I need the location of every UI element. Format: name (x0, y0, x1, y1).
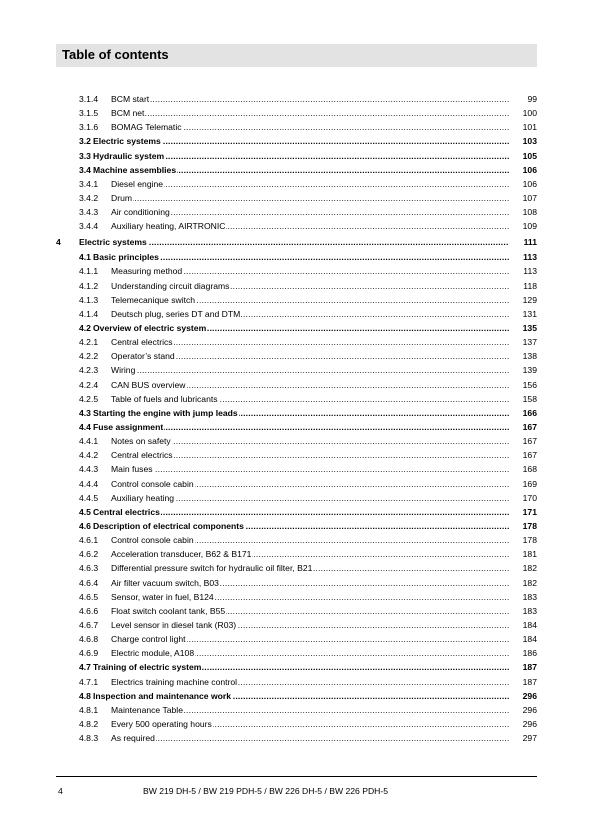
toc-entry-page: 103 (522, 136, 537, 147)
toc-entry-title-leader (111, 363, 509, 377)
toc-entry-page: 296 (522, 718, 537, 729)
toc-entry-title: Every 500 operating hours (111, 718, 212, 729)
toc-entry-title-leader (93, 519, 509, 533)
toc-entry[interactable] (56, 561, 537, 575)
toc-entry-title: Drum (111, 192, 133, 203)
toc-entry[interactable] (56, 604, 537, 618)
toc-entry-title-leader (93, 406, 509, 420)
toc-entry-title-leader (111, 703, 509, 717)
toc-entry-number: 4.1.4 (79, 308, 99, 319)
toc-entry[interactable] (56, 660, 537, 674)
footer-model-line: BW 219 DH-5 / BW 219 PDH-5 / BW 226 DH-5 / BW 226 PDH-5 (143, 786, 388, 796)
toc-entry-title: Air conditioning (111, 207, 170, 218)
toc-entry-number: 4.1 (79, 252, 91, 263)
toc-entry-page: 178 (522, 535, 537, 546)
toc-entry-number: 4.7.1 (79, 676, 99, 687)
toc-entry[interactable] (56, 321, 537, 335)
toc-entry-page: 297 (522, 733, 537, 744)
toc-entry[interactable] (56, 378, 537, 392)
toc-entry-number: 4.1.3 (79, 294, 99, 305)
toc-entry-page: 158 (522, 393, 537, 404)
toc-entry-page: 181 (522, 549, 537, 560)
toc-entry[interactable] (56, 675, 537, 689)
toc-entry-title: Electric module, A108 (111, 648, 195, 659)
toc-entry-title: Operator’s stand (111, 351, 175, 362)
toc-entry-title-leader (93, 149, 509, 163)
toc-entry-title-leader (111, 349, 509, 363)
toc-entry-title: Telemecanique switch (111, 294, 196, 305)
toc-entry-title-leader (111, 392, 509, 406)
toc-entry[interactable] (56, 205, 537, 219)
toc-entry-page: 106 (522, 164, 537, 175)
toc-entry-title: Control console cabin (111, 535, 194, 546)
toc-entry-number: 4.1.1 (79, 266, 99, 277)
toc-entry[interactable] (56, 335, 537, 349)
toc-entry-page: 178 (522, 521, 537, 531)
toc-entry-title: Wiring (111, 365, 136, 376)
toc-entry-title-leader (111, 717, 509, 731)
toc-entry-title-leader (93, 689, 509, 703)
toc-entry-title-leader (111, 92, 509, 106)
toc-entry-title: Electrics training machine control (111, 676, 238, 687)
toc-entry-title: Sensor, water in fuel, B124 (111, 591, 214, 602)
toc-entry-title: Deutsch plug, series DT and DTM (111, 308, 241, 319)
toc-entry-title-leader (111, 448, 509, 462)
toc-entry-number: 3.2 (79, 136, 91, 147)
toc-entry-title-leader (111, 462, 509, 476)
toc-entry-number: 4.4.1 (79, 436, 99, 447)
toc-entry-number: 4.2.3 (79, 365, 99, 376)
toc-entry[interactable] (56, 703, 537, 717)
toc-entry[interactable] (56, 149, 537, 163)
toc-entry[interactable] (56, 191, 537, 205)
toc-entry-title: Electric systems (93, 136, 161, 147)
toc-entry-page: 113 (523, 252, 537, 263)
toc-entry-number: 4.4.3 (79, 464, 99, 475)
toc-entry-number: 4.6.6 (79, 605, 99, 616)
toc-entry-page: 135 (522, 323, 537, 334)
toc-entry-number: 4.6 (79, 521, 91, 531)
toc-entry[interactable] (56, 177, 537, 191)
toc-entry-title-leader (79, 235, 509, 249)
toc-entry[interactable] (56, 293, 537, 307)
toc-entry-title-leader (111, 477, 509, 491)
toc-entry-number: 3.4.1 (79, 178, 99, 189)
toc-entry-title-leader (93, 505, 509, 519)
toc-entry-title: Acceleration transducer, B62 & B171 (111, 549, 252, 560)
toc-entry-title-leader (111, 191, 509, 205)
toc-entry-title-leader (93, 660, 509, 674)
toc-entry-title: Training of electric system (93, 662, 202, 673)
toc-entry-page: 118 (523, 280, 537, 291)
toc-entry-page: 106 (522, 178, 537, 189)
toc-entry-title: Charge control light (111, 634, 186, 645)
toc-entry-number: 4.6.9 (79, 648, 99, 659)
toc-entry-page: 167 (522, 436, 537, 447)
toc-entry[interactable] (56, 731, 537, 745)
toc-entry[interactable] (56, 279, 537, 293)
toc-entry-title: Control console cabin (111, 478, 194, 489)
toc-entry-number: 4.3 (79, 407, 91, 418)
toc-entry-title-leader (111, 335, 509, 349)
toc-entry[interactable] (56, 264, 537, 278)
toc-entry-title: Float switch coolant tank, B55 (111, 605, 226, 616)
toc-entry-number: 4.8.2 (79, 718, 99, 729)
toc-entry[interactable] (56, 349, 537, 363)
toc-entry[interactable] (56, 717, 537, 731)
toc-entry-page: 109 (522, 221, 537, 232)
toc-entry-page: 167 (522, 422, 537, 433)
toc-entry[interactable] (56, 689, 537, 703)
toc-entry[interactable] (56, 491, 537, 505)
toc-entry-page: 170 (522, 492, 537, 503)
toc-entry-number: 4.6.4 (79, 577, 99, 588)
toc-entry-title-leader (93, 134, 509, 148)
toc-entry-page: 166 (522, 407, 537, 418)
toc-entry-title: BCM start (111, 94, 150, 104)
toc-entry-title-leader (111, 177, 509, 191)
toc-entry-title: BCM net (111, 108, 145, 119)
toc-entry-title: Overview of electric system (93, 323, 207, 334)
toc-entry-title: Starting the engine with jump leads (93, 407, 238, 418)
toc-entry-number: 4.6.7 (79, 619, 99, 630)
toc-entry-title: Electric systems (79, 236, 147, 247)
toc-entry-number: 4.8.1 (79, 704, 99, 715)
toc-entry-number: 4.2.1 (79, 337, 99, 348)
toc-entry-page: 171 (522, 506, 537, 517)
toc-entry-number: 4.2 (79, 323, 91, 334)
toc-entry[interactable] (56, 646, 537, 660)
toc-entry-title: Diesel engine (111, 178, 164, 189)
toc-entry-title: Machine assemblies (93, 164, 177, 175)
toc-entry-page: 184 (522, 619, 537, 630)
toc-entry-page: 187 (522, 676, 537, 687)
toc-entry-page: 101 (522, 122, 537, 133)
toc-entry-title: Inspection and maintenance work (93, 690, 232, 701)
toc-entry-title-leader (111, 264, 509, 278)
toc-entry-page: 131 (522, 308, 537, 319)
toc-entry-title: Hydraulic system (93, 150, 165, 161)
toc-entry-title: Notes on safety (111, 436, 171, 447)
toc-entry-title: Fuse assignment (93, 422, 164, 433)
toc-entry-page: 184 (522, 634, 537, 645)
toc-entry-page: 113 (523, 266, 537, 277)
footer-divider (56, 776, 537, 777)
toc-entry-title-leader (111, 491, 509, 505)
toc-entry-title-leader (93, 321, 509, 335)
toc-entry-title-leader (111, 632, 509, 646)
toc-entry-title-leader (111, 731, 509, 745)
toc-entry-title: BOMAG Telematic (111, 122, 182, 133)
toc-entry[interactable] (56, 477, 537, 491)
toc-entry[interactable] (56, 448, 537, 462)
toc-entry-page: 296 (522, 690, 537, 701)
toc-entry[interactable] (56, 590, 537, 604)
toc-entry-number: 4.6.2 (79, 549, 99, 560)
toc-entry-title-leader (111, 120, 509, 134)
toc-entry-title-leader (111, 279, 509, 293)
toc-entry[interactable] (56, 533, 537, 547)
toc-entry-title-leader (111, 618, 509, 632)
toc-entry-title-leader (93, 420, 509, 434)
toc-entry[interactable] (56, 632, 537, 646)
toc-entry[interactable] (56, 462, 537, 476)
toc-entry-number: 4.2.5 (79, 393, 99, 404)
toc-entry-title-leader (93, 250, 509, 264)
toc-entry-title-leader (111, 106, 509, 120)
toc-entry-title: Table of fuels and lubricants (111, 393, 218, 404)
toc-entry-page: 296 (522, 704, 537, 715)
toc-entry[interactable] (56, 307, 537, 321)
toc-entry[interactable] (56, 505, 537, 519)
toc-entry-title: Basic principles (93, 252, 159, 263)
toc-entry-title-leader (93, 163, 509, 177)
toc-entry-number: 4.2.2 (79, 351, 99, 362)
toc-entry-page: 105 (522, 150, 537, 161)
toc-entry-title-leader (111, 434, 509, 448)
toc-entry-number: 4.6.5 (79, 591, 99, 602)
toc-entry-title-leader (111, 307, 509, 321)
toc-entry-title: Main fuses (111, 464, 153, 475)
toc-entry-title-leader (111, 378, 509, 392)
toc-entry[interactable] (56, 392, 537, 406)
toc-entry-page: 129 (522, 294, 537, 305)
toc-entry-title: Maintenance Table (111, 704, 183, 715)
toc-entry-number: 4.2.4 (79, 379, 99, 390)
toc-entry-number: 4.4.5 (79, 492, 99, 503)
toc-entry-title-leader (111, 533, 509, 547)
toc-entry[interactable] (56, 134, 537, 148)
toc-entry-number: 3.1.4 (79, 94, 99, 104)
toc-entry-page: 182 (522, 577, 537, 588)
toc-entry-number: 4.4 (79, 422, 91, 433)
toc-entry-title: Central electrics (111, 450, 173, 461)
table-of-contents (56, 92, 537, 745)
toc-entry-title-leader (111, 205, 509, 219)
toc-entry-title: Auxiliary heating (111, 492, 175, 503)
toc-entry-page: 169 (522, 478, 537, 489)
toc-entry-page: 156 (522, 379, 537, 390)
toc-entry[interactable] (56, 434, 537, 448)
toc-entry-page: 186 (522, 648, 537, 659)
toc-entry[interactable] (56, 576, 537, 590)
toc-entry-page: 111 (523, 236, 537, 247)
toc-entry[interactable] (56, 420, 537, 434)
toc-entry[interactable] (56, 250, 537, 264)
toc-entry-title: Level sensor in diesel tank (R03) (111, 619, 237, 630)
page-title: Table of contents (62, 47, 169, 62)
toc-entry-page: 138 (522, 351, 537, 362)
toc-entry-title: CAN BUS overview (111, 379, 186, 390)
toc-entry-title-leader (111, 604, 509, 618)
toc-entry[interactable] (56, 406, 537, 420)
toc-entry-number: 4.8.3 (79, 733, 99, 744)
toc-entry-title-leader (111, 646, 509, 660)
toc-entry-title-leader (111, 293, 509, 307)
toc-entry-page: 99 (527, 94, 537, 104)
toc-entry[interactable] (56, 519, 537, 533)
toc-entry-number: 4.5 (79, 506, 91, 517)
toc-entry-page: 183 (522, 591, 537, 602)
toc-entry-title: Air filter vacuum switch, B03 (111, 577, 219, 588)
page-header-bar (56, 44, 537, 67)
toc-entry-title-leader (111, 576, 509, 590)
toc-entry[interactable] (56, 106, 537, 120)
toc-entry-title: Measuring method (111, 266, 183, 277)
toc-entry-title: Differential pressure switch for hydraulic oil filter, B21 (111, 563, 313, 574)
toc-entry[interactable] (56, 235, 537, 249)
toc-entry-number: 3.4.4 (79, 221, 99, 232)
toc-entry-page: 183 (522, 605, 537, 616)
toc-entry-title: Auxiliary heating, AIRTRONIC (111, 221, 226, 232)
toc-entry-title-leader (111, 219, 509, 233)
toc-entry[interactable] (56, 92, 537, 106)
toc-entry-number: 3.4.3 (79, 207, 99, 218)
toc-entry-page: 137 (522, 337, 537, 348)
toc-entry-number: 4.6.1 (79, 535, 99, 546)
toc-entry-page: 107 (522, 192, 537, 203)
toc-entry-number: 4 (56, 236, 61, 247)
toc-entry-title: As required (111, 733, 155, 744)
toc-entry-title: Description of electrical components (93, 521, 244, 531)
toc-entry[interactable] (56, 163, 537, 177)
toc-entry-number: 4.1.2 (79, 280, 99, 291)
toc-entry-title-leader (111, 590, 509, 604)
footer-page-number: 4 (58, 786, 63, 796)
toc-entry-number: 3.4 (79, 164, 91, 175)
toc-entry-number: 4.6.3 (79, 563, 99, 574)
toc-entry-number: 4.4.2 (79, 450, 99, 461)
toc-entry-number: 4.7 (79, 662, 91, 673)
toc-entry-page: 187 (522, 662, 537, 673)
toc-entry-page: 168 (522, 464, 537, 475)
toc-entry-number: 4.4.4 (79, 478, 99, 489)
toc-entry-number: 3.1.6 (79, 122, 99, 133)
toc-entry-page: 167 (522, 450, 537, 461)
toc-entry-page: 108 (522, 207, 537, 218)
toc-entry-number: 3.1.5 (79, 108, 99, 119)
toc-entry-page: 100 (522, 108, 537, 119)
toc-entry-number: 3.3 (79, 150, 91, 161)
toc-entry-title: Central electrics (111, 337, 173, 348)
toc-entry[interactable] (56, 547, 537, 561)
toc-entry[interactable] (56, 219, 537, 233)
toc-entry-page: 139 (522, 365, 537, 376)
toc-entry[interactable] (56, 363, 537, 377)
toc-entry-title-leader (111, 675, 509, 689)
toc-entry-title: Understanding circuit diagrams (111, 280, 230, 291)
toc-entry-title-leader (111, 547, 509, 561)
toc-entry-title-leader (111, 561, 509, 575)
toc-entry-number: 4.8 (79, 690, 91, 701)
toc-entry[interactable] (56, 618, 537, 632)
toc-entry-title: Central electrics (93, 506, 160, 517)
toc-entry-number: 4.6.8 (79, 634, 99, 645)
toc-entry-page: 182 (522, 563, 537, 574)
toc-entry-number: 3.4.2 (79, 192, 99, 203)
toc-entry[interactable] (56, 120, 537, 134)
